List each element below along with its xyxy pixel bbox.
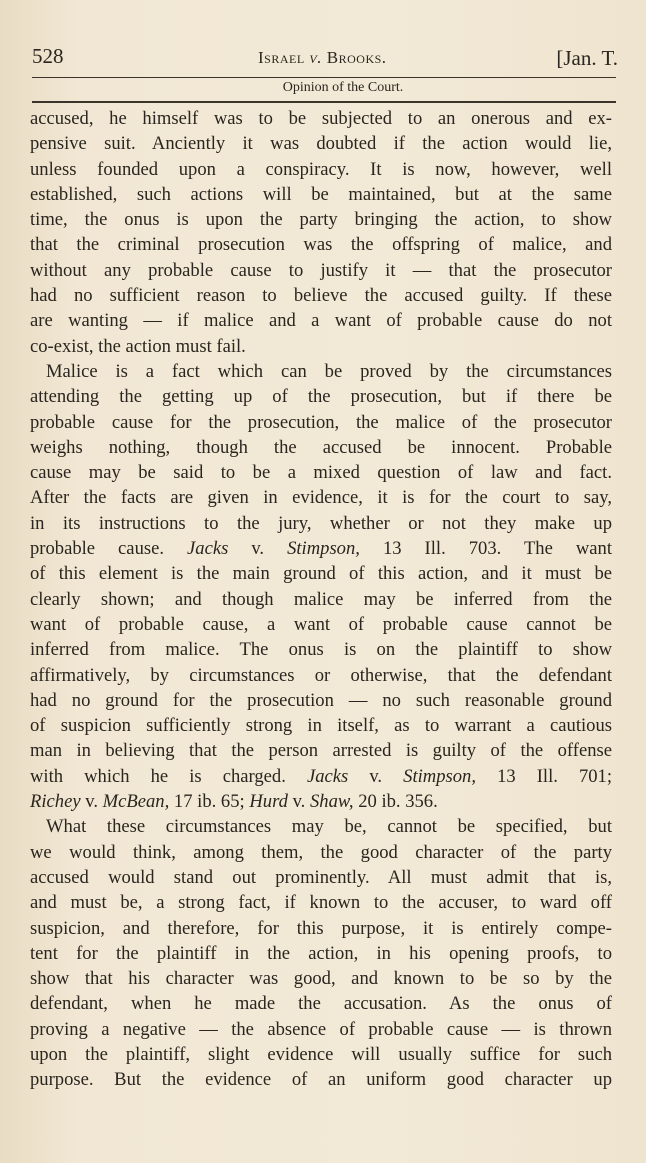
- case-name: Hurd: [249, 791, 288, 813]
- case-name: Jacks: [187, 538, 229, 560]
- text-line: suspicion, and therefore, for this purpose, it is entirely compe-: [30, 917, 612, 939]
- versus-abbrev: v.: [85, 791, 98, 813]
- text-line: probable cause for the prosecution, the malice of the prosecutor: [30, 411, 612, 433]
- text-line: that the criminal prosecution was the offspring of malice, and: [30, 234, 612, 256]
- case-name: Jacks: [306, 765, 349, 787]
- text-line: Malice is a fact which can be proved by the circumstances: [46, 360, 612, 382]
- text-line: man in believing that the person arrested is guilty of the offense: [30, 740, 612, 762]
- versus-abbrev: v.: [309, 48, 323, 67]
- text-line: inferred from malice. The onus is on the plaintiff to show: [30, 639, 612, 661]
- text-line: purpose. But the evidence of an uniform good character up: [30, 1069, 612, 1091]
- text-line: clearly shown; and though malice may be inferred from the: [30, 588, 612, 610]
- case-name: Stimpson,: [287, 538, 360, 560]
- text-line: After the facts are given in evidence, it is for the court to say,: [30, 487, 612, 509]
- subtitle-rule: [32, 101, 616, 103]
- versus-abbrev: v.: [292, 791, 306, 813]
- text-line: show that his character was good, and known to be so by the: [30, 968, 612, 990]
- section-subtitle: Opinion of the Court.: [282, 80, 404, 95]
- text-line: attending the getting up of the prosecution, but if there be: [30, 386, 612, 408]
- versus-abbrev: v.: [369, 765, 383, 787]
- text-line: co-exist, the action must fail.: [30, 335, 246, 357]
- text-line: want of probable cause, a want of probable cause cannot be: [30, 613, 612, 635]
- header-rule: [32, 77, 616, 78]
- case-name: Stimpson,: [403, 765, 476, 787]
- text-line: proving a negative — the absence of probable cause — is thrown: [30, 1018, 612, 1040]
- text-line: pensive suit. Anciently it was doubted if the action would lie,: [30, 133, 612, 155]
- text-line: established, such actions will be maintained, but at the same: [30, 183, 612, 205]
- text-line: of suspicion sufficiently strong in itself, as to warrant a cautious: [30, 715, 612, 737]
- text-line: are wanting — if malice and a want of probable cause do not: [30, 310, 612, 332]
- citation-line: [30, 536, 612, 561]
- case-name: Richey: [30, 791, 81, 813]
- versus-abbrev: v.: [251, 538, 265, 560]
- text-line: affirmatively, by circumstances or otherwise, that the defendant: [30, 664, 612, 686]
- citation-line: [30, 764, 612, 789]
- page-number: 528: [32, 44, 64, 68]
- text-line: without any probable cause to justify it — that the prosecutor: [30, 259, 612, 281]
- text-line: time, the onus is upon the party bringing the action, to show: [30, 209, 612, 231]
- text-line: unless founded upon a conspiracy. It is now, however, well: [30, 158, 612, 180]
- citation-line: [30, 789, 612, 814]
- text-line: in its instructions to the jury, whether or not they make up: [30, 512, 612, 534]
- text-fragment: probable cause.: [30, 538, 164, 560]
- text-line: we would think, among them, the good character of the party: [30, 841, 612, 863]
- text-line: of this element is the main ground of this action, and it must be: [30, 563, 612, 585]
- page-header: [32, 44, 618, 84]
- text-line: accused, he himself was to be subjected to an onerous and ex-: [30, 108, 612, 129]
- text-fragment: 20 ib. 356.: [358, 791, 438, 813]
- case-party-b: Brooks.: [326, 48, 387, 67]
- running-title: [258, 48, 387, 68]
- text-fragment: 13 Ill. 701;: [497, 765, 613, 787]
- text-line: What these circumstances may be, cannot be specified, but: [46, 816, 612, 838]
- text-line: upon the plaintiff, slight evidence will usually suffice for such: [30, 1043, 612, 1065]
- text-line: defendant, when he made the accusation. As the onus of: [30, 993, 612, 1015]
- case-name: McBean,: [102, 791, 170, 813]
- text-line: had no ground for the prosecution — no such reasonable ground: [30, 689, 612, 711]
- case-party-a: Israel: [258, 48, 305, 67]
- text-fragment: with which he is charged.: [30, 765, 286, 787]
- case-name: Shaw,: [309, 791, 354, 813]
- opinion-text: [30, 106, 612, 1093]
- text-line: cause may be said to be a mixed question of law and fact.: [30, 462, 612, 484]
- text-line: accused would stand out prominently. All must admit that is,: [30, 866, 612, 888]
- text-fragment: 17 ib. 65;: [173, 791, 245, 813]
- text-fragment: 13 Ill. 703. The want: [382, 538, 612, 560]
- text-line: tent for the plaintiff in the action, in his opening proofs, to: [30, 942, 612, 964]
- term-label: [Jan. T.: [556, 46, 618, 70]
- text-line: and must be, a strong fact, if known to the accuser, to ward off: [30, 892, 612, 914]
- text-line: weighs nothing, though the accused be innocent. Probable: [30, 436, 612, 458]
- text-line: had no sufficient reason to believe the accused guilty. If these: [30, 285, 612, 307]
